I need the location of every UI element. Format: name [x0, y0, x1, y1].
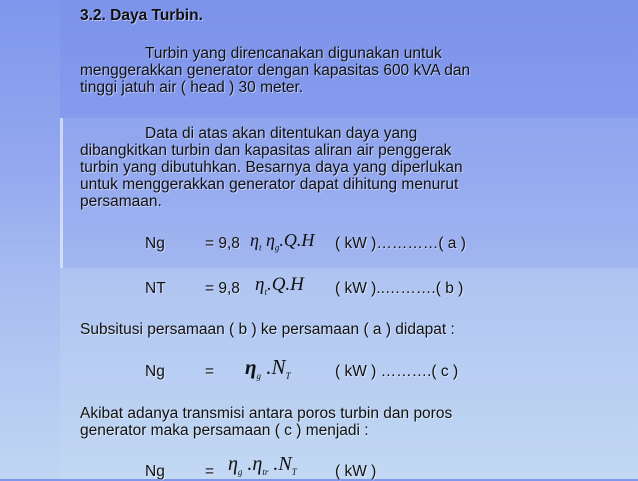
paragraph-line: Turbin yang direncanakan digunakan untuk — [145, 45, 442, 62]
equation-unit: ( kW ) — [335, 463, 377, 480]
equation-coefficient: = — [205, 463, 215, 480]
paragraph-line: Subsitusi persamaan ( b ) ke persamaan ( a ) didapat : — [80, 321, 455, 338]
paragraph-line: generator maka persamaan ( c ) menjadi : — [80, 422, 369, 439]
equation-lhs: Ng — [145, 235, 165, 252]
paragraph-line: tinggi jatuh air ( head ) 30 meter. — [80, 79, 304, 96]
equation-lhs: NT — [145, 280, 166, 297]
equation-lhs: Ng — [145, 463, 165, 480]
paragraph-line: Data di atas akan ditentukan daya yang — [145, 125, 418, 142]
paragraph-line: dibangkitkan turbin dan kapasitas aliran air penggerak — [80, 142, 452, 159]
paragraph-line: turbin yang dibutuhkan. Besarnya daya yang diperlukan — [80, 159, 463, 176]
paragraph-line: persamaan. — [80, 193, 162, 210]
equation-formula: $\eta_t.Q.H$ — [255, 274, 304, 297]
paragraph-line: Akibat adanya transmisi antara poros turbin dan poros — [80, 405, 453, 422]
equation-coefficient: = — [205, 363, 215, 380]
equation-unit: ( kW )..……….( b ) — [335, 280, 464, 297]
paragraph-line: menggerakkan generator dengan kapasitas 600 kVA dan — [80, 62, 471, 79]
equation-unit: ( kW )…………( a ) — [335, 235, 466, 252]
equation-unit: ( kW ) ……….( c ) — [335, 363, 459, 380]
paragraph-line: untuk menggerakkan generator dapat dihitung menurut — [80, 176, 459, 193]
equation-formula: $\eta_g$ $.N_T$ — [245, 355, 291, 382]
equation-coefficient: = 9,8 — [205, 235, 240, 252]
equation-formula: $\eta_g$ $.\eta_{tr}$ $.N_T$ — [228, 453, 297, 477]
section-heading: 3.2. Daya Turbin. — [80, 7, 203, 24]
decorative-line — [60, 118, 63, 268]
equation-coefficient: = 9,8 — [205, 280, 240, 297]
equation-lhs: Ng — [145, 363, 165, 380]
equation-formula: $\eta_t$ $\eta_g.Q.H$ — [250, 230, 315, 253]
